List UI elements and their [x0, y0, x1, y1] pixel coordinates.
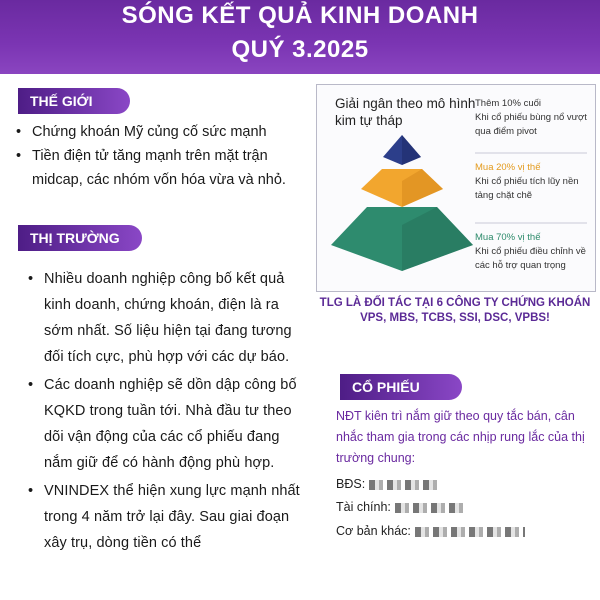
- market-item: • Các doanh nghiệp sẽ dồn dập công bố KQKD trong tuần tới. Nhà đầu tư theo dõi vận động của các cổ phiếu đang nắm giữ để có hành động phù hợp.: [26, 372, 306, 476]
- note-heading: Mua 70% vị thế: [475, 232, 541, 243]
- pyramid-note-top: [475, 97, 587, 139]
- world-list: [14, 120, 296, 192]
- redacted-value: [369, 480, 439, 490]
- pyramid-title: Giải ngân theo mô hình kim tự tháp: [335, 96, 476, 128]
- world-item: • Chứng khoán Mỹ củng cố sức mạnh: [14, 120, 296, 144]
- note-body: Khi cổ phiếu tích lũy nền tảng chặt chẽ: [475, 176, 579, 201]
- section-tag-stock: CỔ PHIẾU: [340, 374, 462, 400]
- pyramid-infographic: [316, 84, 596, 292]
- field-real-estate: [336, 477, 439, 491]
- redacted-value: [415, 527, 525, 537]
- note-heading: Thêm 10% cuối: [475, 98, 542, 109]
- section-tag-market: THỊ TRƯỜNG: [18, 225, 142, 251]
- field-finance: [336, 500, 465, 514]
- world-item: • Tiền điện tử tăng mạnh trên mặt trận midcap, các nhóm vốn hóa vừa và nhỏ.: [14, 144, 296, 192]
- redacted-value: [395, 503, 465, 513]
- section-tag-world: THẾ GIỚI: [18, 88, 130, 114]
- pyramid-note-bottom: [475, 231, 587, 273]
- field-label: BĐS:: [336, 477, 366, 491]
- note-heading: Mua 20% vị thế: [475, 162, 541, 173]
- header-title-line2: QUÝ 3.2025: [231, 36, 369, 63]
- field-other: [336, 524, 525, 538]
- note-body: Khi cổ phiếu bùng nổ vượt qua điểm pivot: [475, 112, 587, 137]
- market-item: • VNINDEX thể hiện xung lực mạnh nhất trong 4 năm trở lại đây. Sau giai đoạn xây trụ, dòng tiền có thể: [26, 478, 306, 556]
- header-banner: [0, 0, 600, 74]
- field-label: Cơ bản khác:: [336, 524, 411, 538]
- market-list: [26, 266, 306, 558]
- stock-advice: NĐT kiên trì nắm giữ theo quy tắc bán, cân nhắc tham gia trong các nhịp rung lắc của thị trường chung:: [336, 409, 585, 465]
- header-title-line1: SÓNG KẾT QUẢ KINH DOANH: [121, 2, 479, 29]
- pyramid-top-shade: [402, 135, 421, 165]
- note-body: Khi cổ phiếu điều chỉnh về các hỗ trợ quan trọng: [475, 246, 586, 271]
- market-item: • Nhiều doanh nghiệp công bố kết quả kinh doanh, chứng khoán, điện là ra sớm nhất. Số liệu hiện tại đang tương đối tích cực, phù hợp với các dự báo.: [26, 266, 306, 370]
- pyramid-note-middle: [475, 161, 587, 203]
- field-label: Tài chính:: [336, 500, 391, 514]
- partner-notice: TLG LÀ ĐỐI TÁC TẠI 6 CÔNG TY CHỨNG KHOÁN VPS, MBS, TCBS, SSI, DSC, VPBS!: [319, 297, 591, 324]
